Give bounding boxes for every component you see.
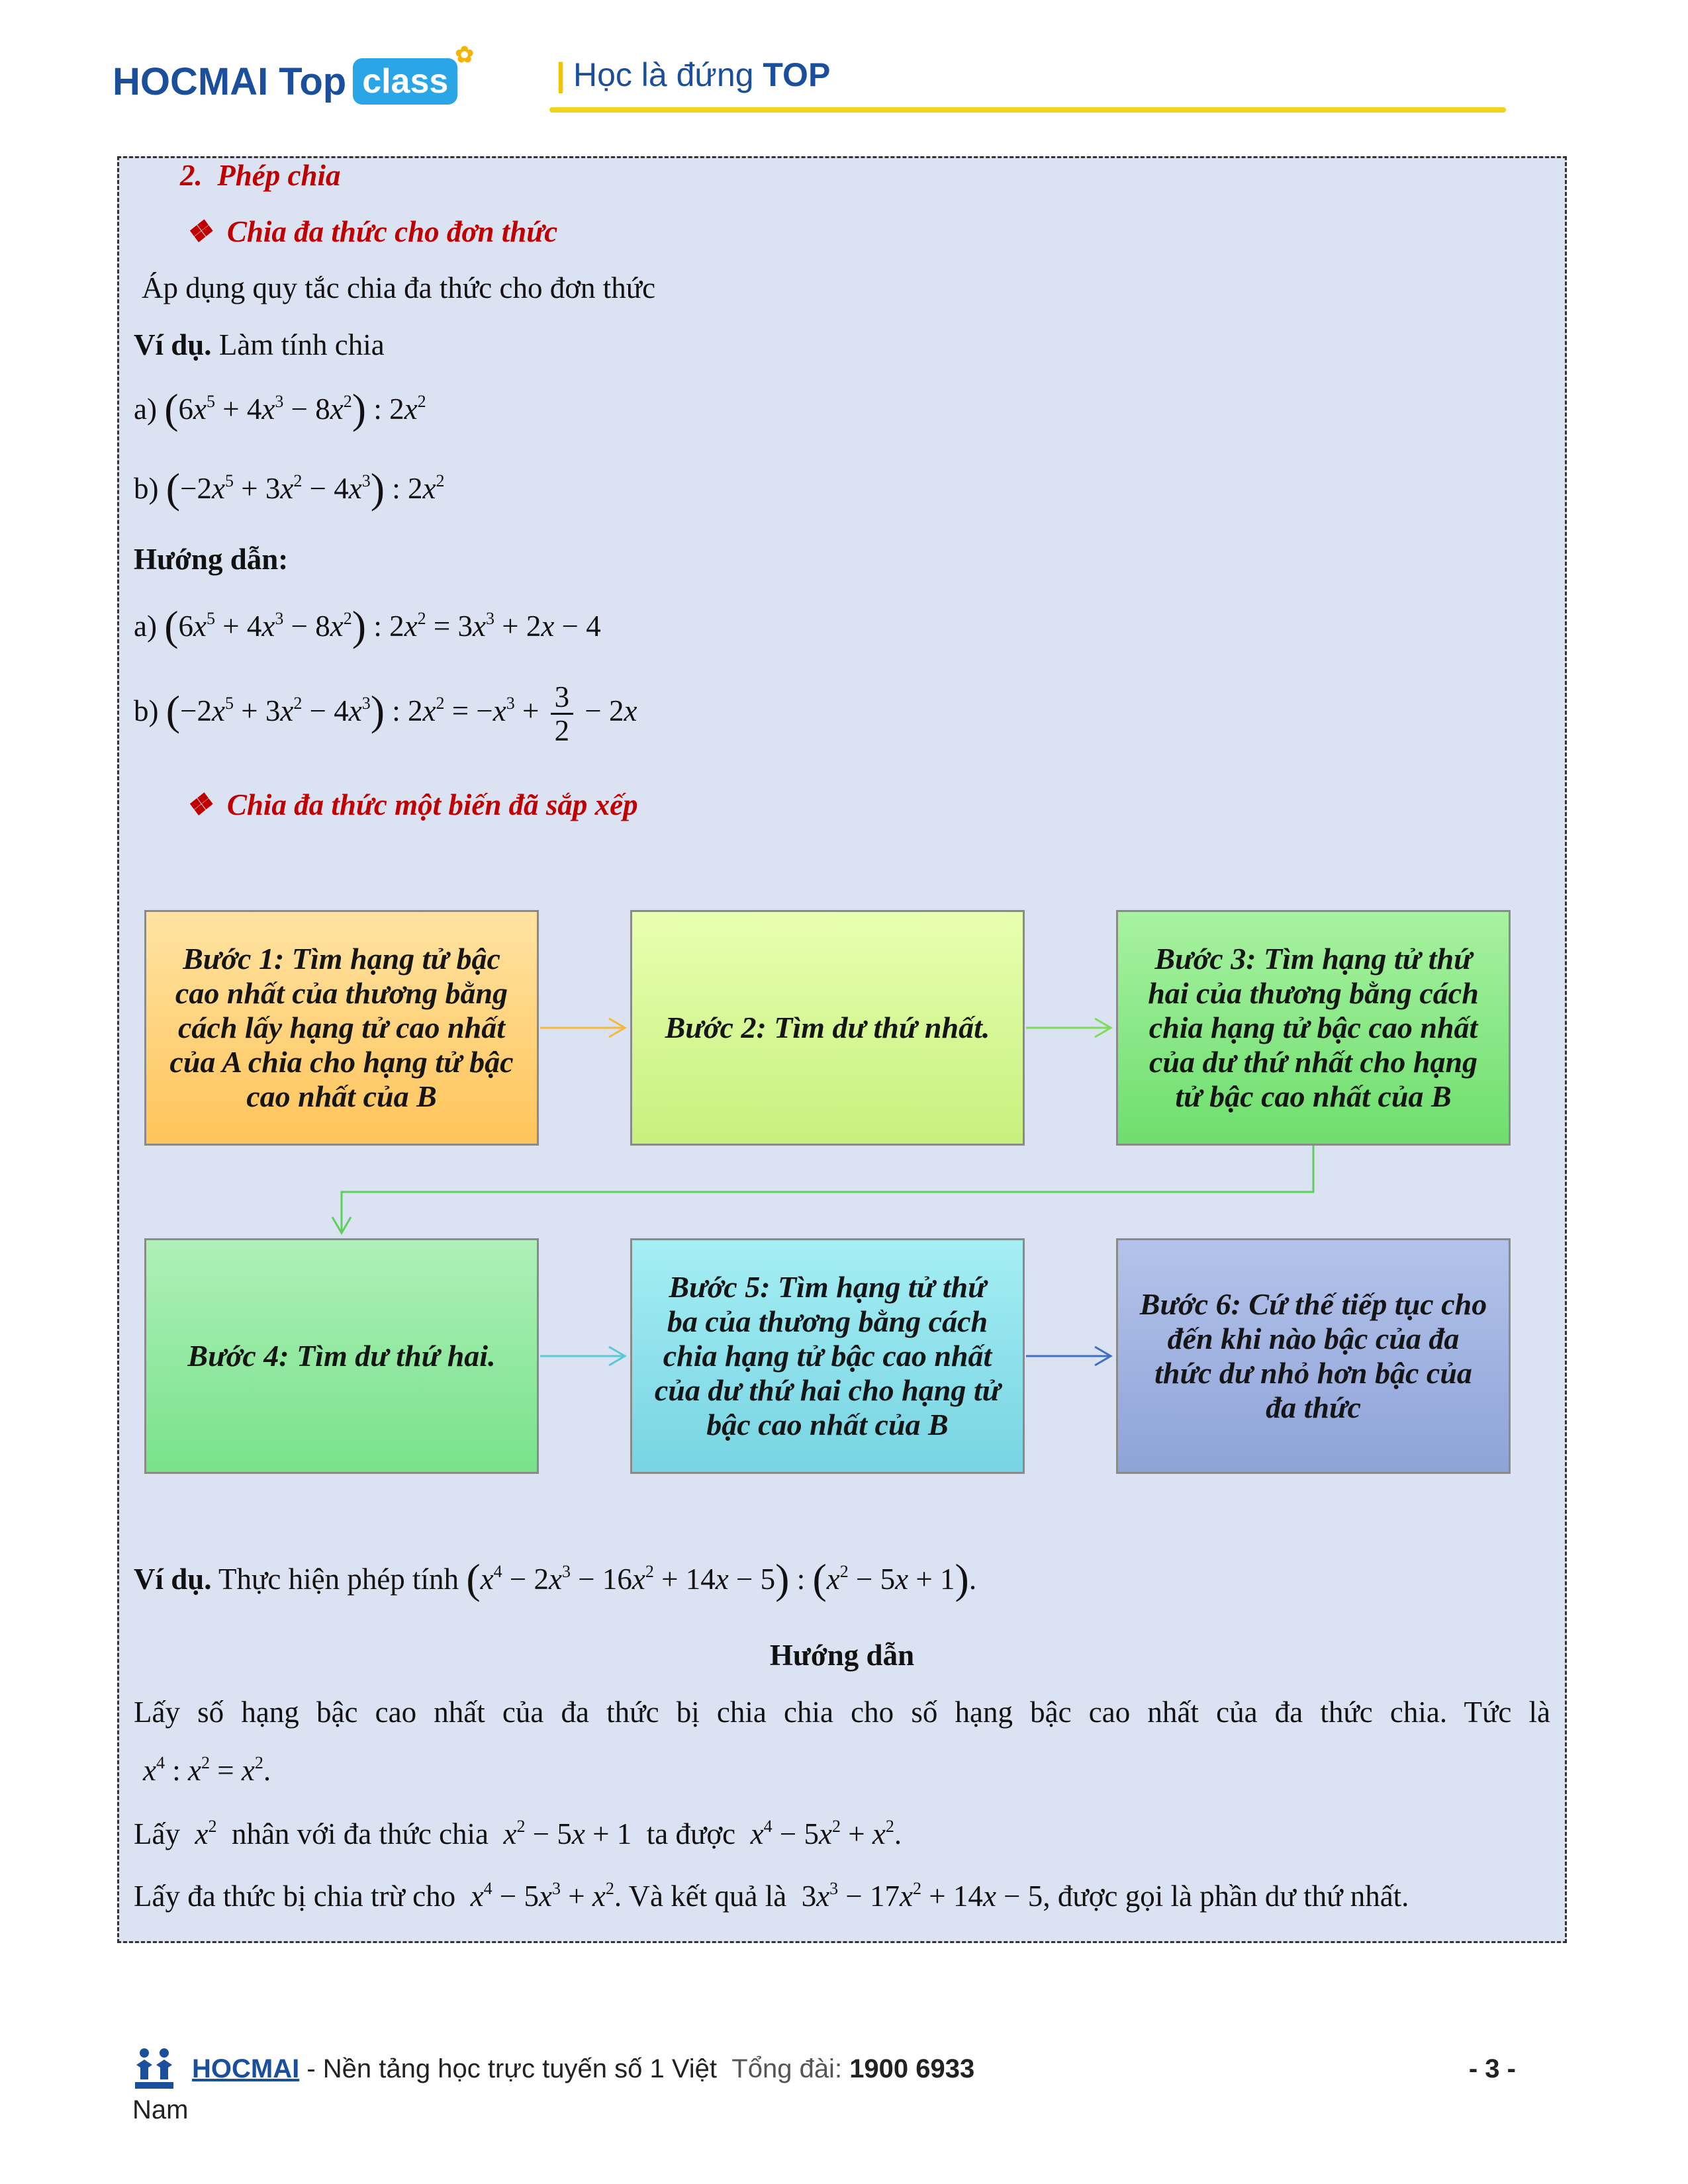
footer-tagline-end: Nam — [132, 2095, 189, 2124]
example2-line: Ví dụ. Thực hiện phép tính $(x^4 - 2x^3 - 16x^2 + 14x - 5)$ : $(x^2 - 5x + 1)$. — [134, 1555, 977, 1602]
guide-text: Lấy — [134, 1817, 180, 1850]
guide-line-4: Lấy đa thức bị chia trừ cho $x^4 - 5x^3 + x^2$. Và kết quả là $3x^3 - 17x^2 + 14x - 5$, được gọi là phần dư thứ nhất. — [134, 1879, 1409, 1913]
logo-top-text: Top — [279, 60, 347, 103]
part-label: a) — [134, 610, 157, 643]
hocmai-people-icon — [131, 2045, 177, 2091]
diamond-bullet-icon: ❖ — [185, 215, 212, 248]
part-label: b) — [134, 472, 159, 505]
slogan-top: TOP — [763, 56, 831, 93]
section-title: Phép chia — [217, 159, 341, 192]
guide-line-3: Lấy $x^2$ nhân với đa thức chia $x^2 - 5x + 1$ ta được $x^4 - 5x^2 + x^2$. — [134, 1817, 902, 1850]
part-label: b) — [134, 694, 159, 727]
guide-line-2: $x^4$ : $x^2 = x^2$. — [143, 1753, 271, 1787]
guide-line-1: Lấy số hạng bậc cao nhất của đa thức bị chia chia cho số hạng bậc cao nhất của đa thức chia. Tức là — [134, 1696, 1550, 1729]
guide-text: , được gọi là phần dư thứ nhất. — [1043, 1880, 1409, 1913]
slogan-divider: | — [556, 56, 565, 93]
logo-class-badge — [353, 42, 474, 105]
example2-label: Ví dụ. — [134, 1563, 212, 1596]
logo-class-text: class — [362, 62, 449, 101]
footer-tagline: - Nền tảng học trực tuyến số 1 Việt — [299, 2054, 718, 2083]
logo-hocmai-text: HOCMAI — [113, 60, 269, 103]
answer-a: a) $(6x^5 + 4x^3 - 8x^2)$ : $2x^2 = 3x^3 + 2x - 4$ — [134, 602, 601, 649]
guide-text: . Và kết quả là — [614, 1880, 787, 1913]
example-label: Ví dụ. — [134, 328, 212, 361]
flow-step-2: Bước 2: Tìm dư thứ nhất. — [630, 910, 1025, 1146]
example-a: a) $(6x^5 + 4x^3 - 8x^2)$ : $2x^2$ — [134, 385, 426, 432]
flow-step-3: Bước 3: Tìm hạng tử thứ hai của thương bằng cách chia hạng tử bậc cao nhất của dư thứ nhất cho hạng tử bậc cao nhất của B — [1116, 910, 1511, 1146]
content-box — [117, 156, 1567, 1943]
guide-text: ta được — [646, 1817, 736, 1850]
guide-label: Hướng dẫn: — [134, 543, 289, 576]
example-text: Làm tính chia — [218, 328, 385, 361]
header-underline — [549, 107, 1506, 113]
footer-brand-link[interactable]: HOCMAI — [192, 2054, 300, 2083]
guide-text: Lấy đa thức bị chia trừ cho — [134, 1880, 456, 1913]
flow-step-5: Bước 5: Tìm hạng tử thứ ba của thương bằng cách chia hạng tử bậc cao nhất của dư thứ hai cho hạng tử bậc cao nhất của B — [630, 1238, 1025, 1474]
footer-line — [192, 2054, 974, 2084]
slogan — [556, 56, 830, 94]
footer-hotline: 1900 6933 — [849, 2054, 975, 2083]
star-icon: ✿ — [455, 42, 474, 68]
subheading-text: Chia đa thức một biến đã sắp xếp — [226, 788, 638, 821]
flow-step-1: Bước 1: Tìm hạng tử bậc cao nhất của thương bằng cách lấy hạng tử cao nhất của A chia cho hạng tử bậc cao nhất của B — [144, 910, 539, 1146]
flow-step-4: Bước 4: Tìm dư thứ hai. — [144, 1238, 539, 1474]
footer-hotline-label: Tổng đài: — [731, 2054, 843, 2083]
example2-text: Thực hiện phép tính — [218, 1563, 459, 1596]
subheading-text: Chia đa thức cho đơn thức — [226, 215, 558, 248]
hocmai-topclass-logo — [113, 42, 474, 111]
slogan-text: Học là đứng — [573, 56, 754, 93]
rule-text: Áp dụng quy tắc chia đa thức cho đơn thức — [142, 271, 656, 304]
answer-b: b) $(-2x^5 + 3x^2 - 4x^3)$ : $2x^2 = -x^3$ + $\frac{3}{2}$ − 2x — [134, 680, 637, 747]
example-b: b) $(-2x^5 + 3x^2 - 4x^3)$ : $2x^2$ — [134, 465, 445, 512]
part-label: a) — [134, 392, 157, 426]
guide-text: nhân với đa thức chia — [231, 1817, 489, 1850]
section-number: 2. — [180, 159, 203, 192]
diamond-bullet-icon: ❖ — [185, 788, 212, 821]
flow-arrows — [119, 158, 1565, 1941]
flow-step-6: Bước 6: Cứ thế tiếp tục cho đến khi nào bậc của đa thức dư nhỏ hơn bậc của đa thức — [1116, 1238, 1511, 1474]
page-number: - 3 - — [1468, 2054, 1516, 2083]
guide-title: Hướng dẫn — [769, 1639, 915, 1672]
arrow-3-4 — [342, 1146, 1313, 1232]
